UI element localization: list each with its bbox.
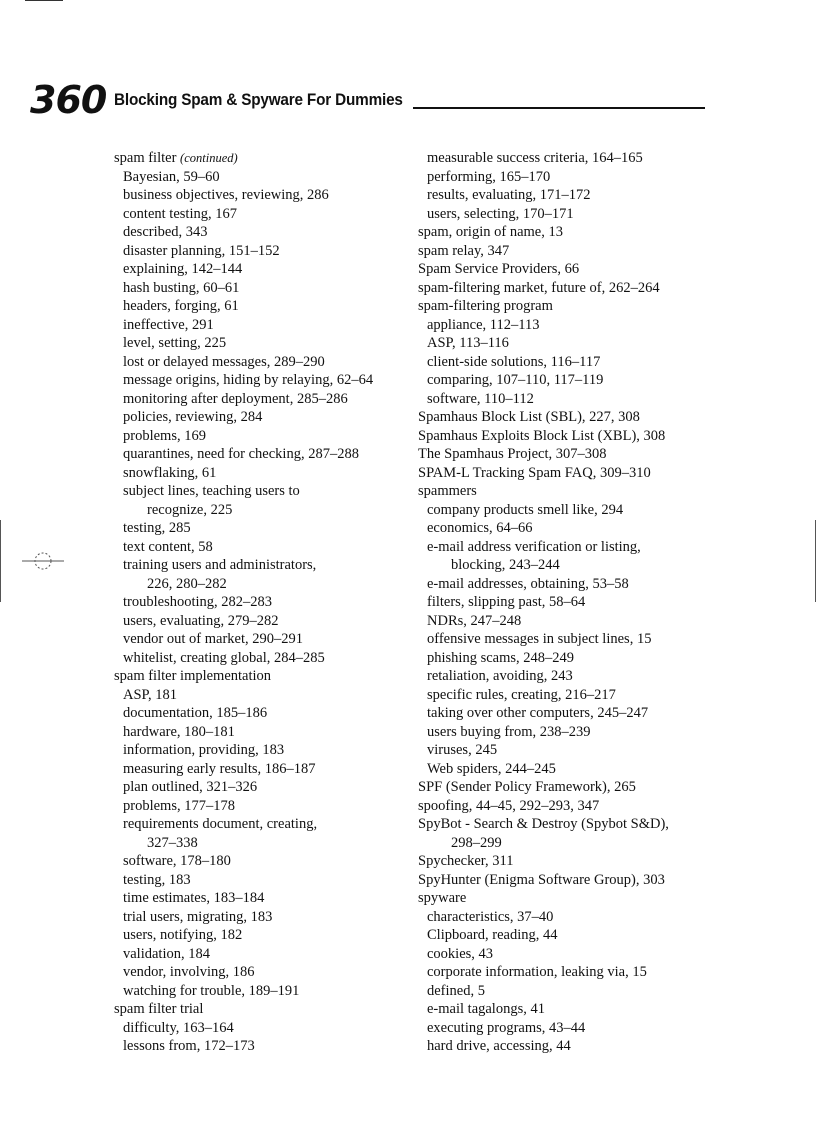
index-subentry bbox=[418, 723, 718, 742]
index-entry-text: watching for trouble, 189–191 bbox=[123, 982, 300, 999]
index-entry-text: software, 110–112 bbox=[427, 390, 534, 407]
index-subentry bbox=[114, 445, 414, 464]
index-entry-text: spam, origin of name, 13 bbox=[418, 224, 563, 240]
index-entry-text: testing, 183 bbox=[123, 871, 191, 888]
index-main-entry bbox=[114, 667, 414, 686]
index-subentry bbox=[418, 649, 718, 668]
index-subentry bbox=[418, 334, 718, 353]
index-subentry bbox=[114, 575, 414, 594]
index-entry-text: ASP, 181 bbox=[123, 686, 177, 703]
index-entry-text: specific rules, creating, 216–217 bbox=[427, 686, 616, 703]
crop-mark-left bbox=[0, 520, 1, 602]
index-subentry bbox=[418, 538, 718, 557]
index-subentry bbox=[114, 538, 414, 557]
page-header bbox=[30, 80, 710, 120]
index-main-entry bbox=[418, 223, 718, 242]
index-entry-text: filters, slipping past, 58–64 bbox=[427, 594, 586, 610]
index-entry-text: vendor out of market, 290–291 bbox=[123, 631, 304, 647]
index-main-entry bbox=[418, 279, 718, 298]
index-entry-text: economics, 64–66 bbox=[427, 520, 533, 536]
continued-note: (continued) bbox=[180, 151, 238, 165]
index-entry-text: characteristics, 37–40 bbox=[427, 908, 554, 925]
index-subentry bbox=[114, 371, 414, 390]
index-entry-text: measurable success criteria, 164–165 bbox=[427, 150, 643, 166]
index-entry-text: company products smell like, 294 bbox=[427, 501, 624, 518]
index-entry-text: message origins, hiding by relaying, 62–64 bbox=[123, 372, 374, 388]
index-entry-text: spam filter implementation bbox=[114, 668, 272, 684]
index-entry-text: users, notifying, 182 bbox=[123, 927, 243, 943]
index-entry-text: trial users, migrating, 183 bbox=[123, 908, 273, 925]
index-subentry bbox=[418, 760, 718, 779]
index-subentry bbox=[418, 926, 718, 945]
index-subentry bbox=[114, 1019, 414, 1038]
index-subentry bbox=[114, 778, 414, 797]
index-subentry bbox=[114, 871, 414, 890]
index-subentry bbox=[114, 519, 414, 538]
index-subentry bbox=[114, 297, 414, 316]
index-entry-text: quarantines, need for checking, 287–288 bbox=[123, 446, 359, 462]
index-entry-text: problems, 177–178 bbox=[123, 797, 235, 814]
index-subentry bbox=[114, 334, 414, 353]
index-entry-text: subject lines, teaching users to bbox=[123, 483, 300, 499]
index-entry-text: SPAM-L Tracking Spam FAQ, 309–310 bbox=[418, 464, 651, 481]
index-main-entry bbox=[114, 149, 414, 168]
index-entry-text: spam filter trial bbox=[114, 1001, 204, 1017]
index-entry-text: policies, reviewing, 284 bbox=[123, 409, 263, 425]
index-subentry bbox=[114, 963, 414, 982]
index-subentry bbox=[114, 464, 414, 483]
index-entry-text: spam filter bbox=[114, 150, 181, 166]
index-subentry bbox=[114, 205, 414, 224]
index-main-entry bbox=[418, 871, 718, 890]
index-subentry bbox=[418, 686, 718, 705]
index-entry-text: Spamhaus Block List (SBL), 227, 308 bbox=[418, 409, 640, 425]
index-entry-text: testing, 285 bbox=[123, 520, 191, 536]
index-subentry bbox=[114, 815, 414, 834]
index-entry-text: defined, 5 bbox=[427, 982, 485, 999]
index-entry-text: taking over other computers, 245–247 bbox=[427, 705, 649, 721]
index-entry-text: SpyBot - Search & Destroy (Spybot S&D), bbox=[418, 816, 669, 832]
index-main-entry bbox=[418, 797, 718, 816]
index-main-entry bbox=[418, 852, 718, 871]
index-entry-text: described, 343 bbox=[123, 224, 208, 240]
index-entry-text: NDRs, 247–248 bbox=[427, 612, 522, 629]
index-entry-text: content testing, 167 bbox=[123, 205, 237, 222]
index-entry-text: headers, forging, 61 bbox=[123, 298, 239, 314]
index-entry-text: Bayesian, 59–60 bbox=[123, 168, 220, 185]
index-entry-text: SPF (Sender Policy Framework), 265 bbox=[418, 779, 636, 795]
index-entry-text: spam-filtering program bbox=[418, 298, 553, 314]
index-subentry bbox=[114, 501, 414, 520]
index-entry-text: Web spiders, 244–245 bbox=[427, 760, 556, 777]
index-entry-text: phishing scams, 248–249 bbox=[427, 649, 575, 666]
index-subentry bbox=[418, 186, 718, 205]
index-entry-text: performing, 165–170 bbox=[427, 168, 551, 185]
index-subentry bbox=[114, 760, 414, 779]
index-entry-text: e-mail tagalongs, 41 bbox=[427, 1001, 545, 1017]
index-entry-text: viruses, 245 bbox=[427, 742, 498, 758]
index-entry-text: Spamhaus Exploits Block List (XBL), 308 bbox=[418, 427, 666, 444]
index-entry-text: explaining, 142–144 bbox=[123, 261, 243, 277]
crop-mark-top bbox=[25, 0, 63, 1]
index-subentry bbox=[114, 630, 414, 649]
index-entry-text: users, evaluating, 279–282 bbox=[123, 612, 279, 629]
index-main-entry bbox=[418, 464, 718, 483]
index-main-entry bbox=[418, 260, 718, 279]
index-entry-text: results, evaluating, 171–172 bbox=[427, 187, 591, 203]
index-entry-text: information, providing, 183 bbox=[123, 742, 285, 758]
index-entry-text: level, setting, 225 bbox=[123, 335, 227, 351]
index-subentry bbox=[418, 908, 718, 927]
index-subentry bbox=[418, 834, 718, 853]
index-entry-text: Spam Service Providers, 66 bbox=[418, 261, 580, 277]
index-column-left bbox=[114, 149, 414, 1056]
index-main-entry bbox=[418, 445, 718, 464]
index-subentry bbox=[114, 593, 414, 612]
index-entry-text: spam relay, 347 bbox=[418, 242, 510, 259]
index-subentry bbox=[418, 741, 718, 760]
index-subentry bbox=[114, 242, 414, 261]
index-entry-text: users, selecting, 170–171 bbox=[427, 205, 574, 222]
index-subentry bbox=[114, 704, 414, 723]
index-entry-text: difficulty, 163–164 bbox=[123, 1019, 234, 1036]
index-entry-text: whitelist, creating global, 284–285 bbox=[123, 649, 325, 666]
index-subentry bbox=[418, 1019, 718, 1038]
registration-mark-icon bbox=[22, 549, 64, 573]
index-entry-text: monitoring after deployment, 285–286 bbox=[123, 390, 348, 407]
index-subentry bbox=[114, 223, 414, 242]
page-number: 360 bbox=[30, 78, 107, 122]
index-subentry bbox=[114, 908, 414, 927]
index-subentry bbox=[114, 649, 414, 668]
index-main-entry bbox=[418, 408, 718, 427]
index-subentry bbox=[114, 427, 414, 446]
index-subentry bbox=[418, 945, 718, 964]
index-entry-text: recognize, 225 bbox=[147, 501, 233, 518]
index-main-entry bbox=[418, 815, 718, 834]
index-column-right bbox=[418, 149, 718, 1056]
index-main-entry bbox=[418, 482, 718, 501]
index-entry-text: documentation, 185–186 bbox=[123, 705, 268, 721]
index-entry-text: offensive messages in subject lines, 15 bbox=[427, 631, 652, 647]
index-entry-text: validation, 184 bbox=[123, 945, 210, 962]
index-subentry bbox=[418, 1037, 718, 1056]
index-subentry bbox=[114, 612, 414, 631]
index-subentry bbox=[114, 168, 414, 187]
index-entry-text: spam-filtering market, future of, 262–264 bbox=[418, 279, 660, 296]
index-subentry bbox=[418, 205, 718, 224]
index-subentry bbox=[418, 593, 718, 612]
index-subentry bbox=[418, 519, 718, 538]
index-entry-text: 298–299 bbox=[451, 834, 502, 851]
index-subentry bbox=[114, 186, 414, 205]
index-subentry bbox=[418, 575, 718, 594]
index-subentry bbox=[418, 168, 718, 187]
index-entry-text: blocking, 243–244 bbox=[451, 557, 560, 573]
index-entry-text: hard drive, accessing, 44 bbox=[427, 1038, 571, 1054]
index-subentry bbox=[418, 149, 718, 168]
index-entry-text: lessons from, 172–173 bbox=[123, 1038, 255, 1054]
index-subentry bbox=[114, 353, 414, 372]
index-entry-text: hardware, 180–181 bbox=[123, 723, 235, 740]
index-subentry bbox=[114, 556, 414, 575]
index-subentry bbox=[418, 704, 718, 723]
index-subentry bbox=[114, 926, 414, 945]
index-main-entry bbox=[114, 1000, 414, 1019]
index-main-entry bbox=[418, 778, 718, 797]
index-subentry bbox=[114, 889, 414, 908]
index-entry-text: vendor, involving, 186 bbox=[123, 964, 255, 980]
index-subentry bbox=[418, 316, 718, 335]
index-subentry bbox=[114, 852, 414, 871]
index-entry-text: spyware bbox=[418, 890, 467, 906]
index-entry-text: text content, 58 bbox=[123, 538, 213, 555]
index-entry-text: spammers bbox=[418, 483, 477, 499]
index-subentry bbox=[114, 482, 414, 501]
index-subentry bbox=[418, 982, 718, 1001]
index-entry-text: time estimates, 183–184 bbox=[123, 890, 265, 906]
index-subentry bbox=[418, 612, 718, 631]
index-entry-text: troubleshooting, 282–283 bbox=[123, 594, 273, 610]
index-entry-text: hash busting, 60–61 bbox=[123, 279, 240, 296]
index-subentry bbox=[114, 834, 414, 853]
index-subentry bbox=[418, 963, 718, 982]
index-subentry bbox=[114, 408, 414, 427]
index-entry-text: ineffective, 291 bbox=[123, 316, 214, 333]
index-entry-text: ASP, 113–116 bbox=[427, 335, 509, 351]
index-entry-text: training users and administrators, bbox=[123, 557, 317, 573]
index-entry-text: users buying from, 238–239 bbox=[427, 723, 591, 740]
index-entry-text: Clipboard, reading, 44 bbox=[427, 927, 558, 943]
index-entry-text: plan outlined, 321–326 bbox=[123, 779, 258, 795]
index-subentry bbox=[114, 390, 414, 409]
index-entry-text: Spychecker, 311 bbox=[418, 853, 514, 869]
index-entry-text: SpyHunter (Enigma Software Group), 303 bbox=[418, 871, 665, 888]
index-subentry bbox=[418, 630, 718, 649]
index-subentry bbox=[418, 371, 718, 390]
index-subentry bbox=[114, 945, 414, 964]
index-entry-text: corporate information, leaking via, 15 bbox=[427, 964, 647, 980]
index-subentry bbox=[418, 556, 718, 575]
index-entry-text: The Spamhaus Project, 307–308 bbox=[418, 446, 607, 462]
index-subentry bbox=[114, 260, 414, 279]
index-subentry bbox=[418, 390, 718, 409]
index-subentry bbox=[114, 797, 414, 816]
index-subentry bbox=[114, 1037, 414, 1056]
index-subentry bbox=[114, 723, 414, 742]
index-entry-text: appliance, 112–113 bbox=[427, 316, 540, 333]
index-entry-text: lost or delayed messages, 289–290 bbox=[123, 353, 325, 370]
index-subentry bbox=[418, 1000, 718, 1019]
index-main-entry bbox=[418, 889, 718, 908]
index-entry-text: executing programs, 43–44 bbox=[427, 1019, 586, 1036]
index-entry-text: business objectives, reviewing, 286 bbox=[123, 187, 329, 203]
book-title: Blocking Spam & Spyware For Dummies bbox=[114, 90, 403, 109]
index-entry-text: 226, 280–282 bbox=[147, 575, 227, 592]
index-entry-text: spoofing, 44–45, 292–293, 347 bbox=[418, 797, 600, 814]
index-entry-text: e-mail addresses, obtaining, 53–58 bbox=[427, 575, 629, 592]
index-subentry bbox=[418, 667, 718, 686]
index-entry-text: comparing, 107–110, 117–119 bbox=[427, 372, 604, 388]
index-entry-text: software, 178–180 bbox=[123, 853, 231, 869]
index-entry-text: snowflaking, 61 bbox=[123, 464, 217, 481]
index-entry-text: retaliation, avoiding, 243 bbox=[427, 668, 573, 684]
index-subentry bbox=[114, 316, 414, 335]
index-main-entry bbox=[418, 427, 718, 446]
index-entry-text: client-side solutions, 116–117 bbox=[427, 353, 601, 370]
index-entry-text: requirements document, creating, bbox=[123, 816, 318, 832]
index-entry-text: cookies, 43 bbox=[427, 945, 494, 962]
index-subentry bbox=[418, 353, 718, 372]
index-subentry bbox=[114, 982, 414, 1001]
index-subentry bbox=[114, 686, 414, 705]
index-subentry bbox=[114, 279, 414, 298]
index-entry-text: 327–338 bbox=[147, 834, 198, 851]
index-main-entry bbox=[418, 297, 718, 316]
index-entry-text: problems, 169 bbox=[123, 427, 206, 444]
index-subentry bbox=[114, 741, 414, 760]
index-entry-text: e-mail address verification or listing, bbox=[427, 538, 641, 555]
index-subentry bbox=[418, 501, 718, 520]
index-main-entry bbox=[418, 242, 718, 261]
index-entry-text: measuring early results, 186–187 bbox=[123, 760, 316, 777]
index-entry-text: disaster planning, 151–152 bbox=[123, 242, 280, 259]
header-rule bbox=[413, 107, 705, 109]
